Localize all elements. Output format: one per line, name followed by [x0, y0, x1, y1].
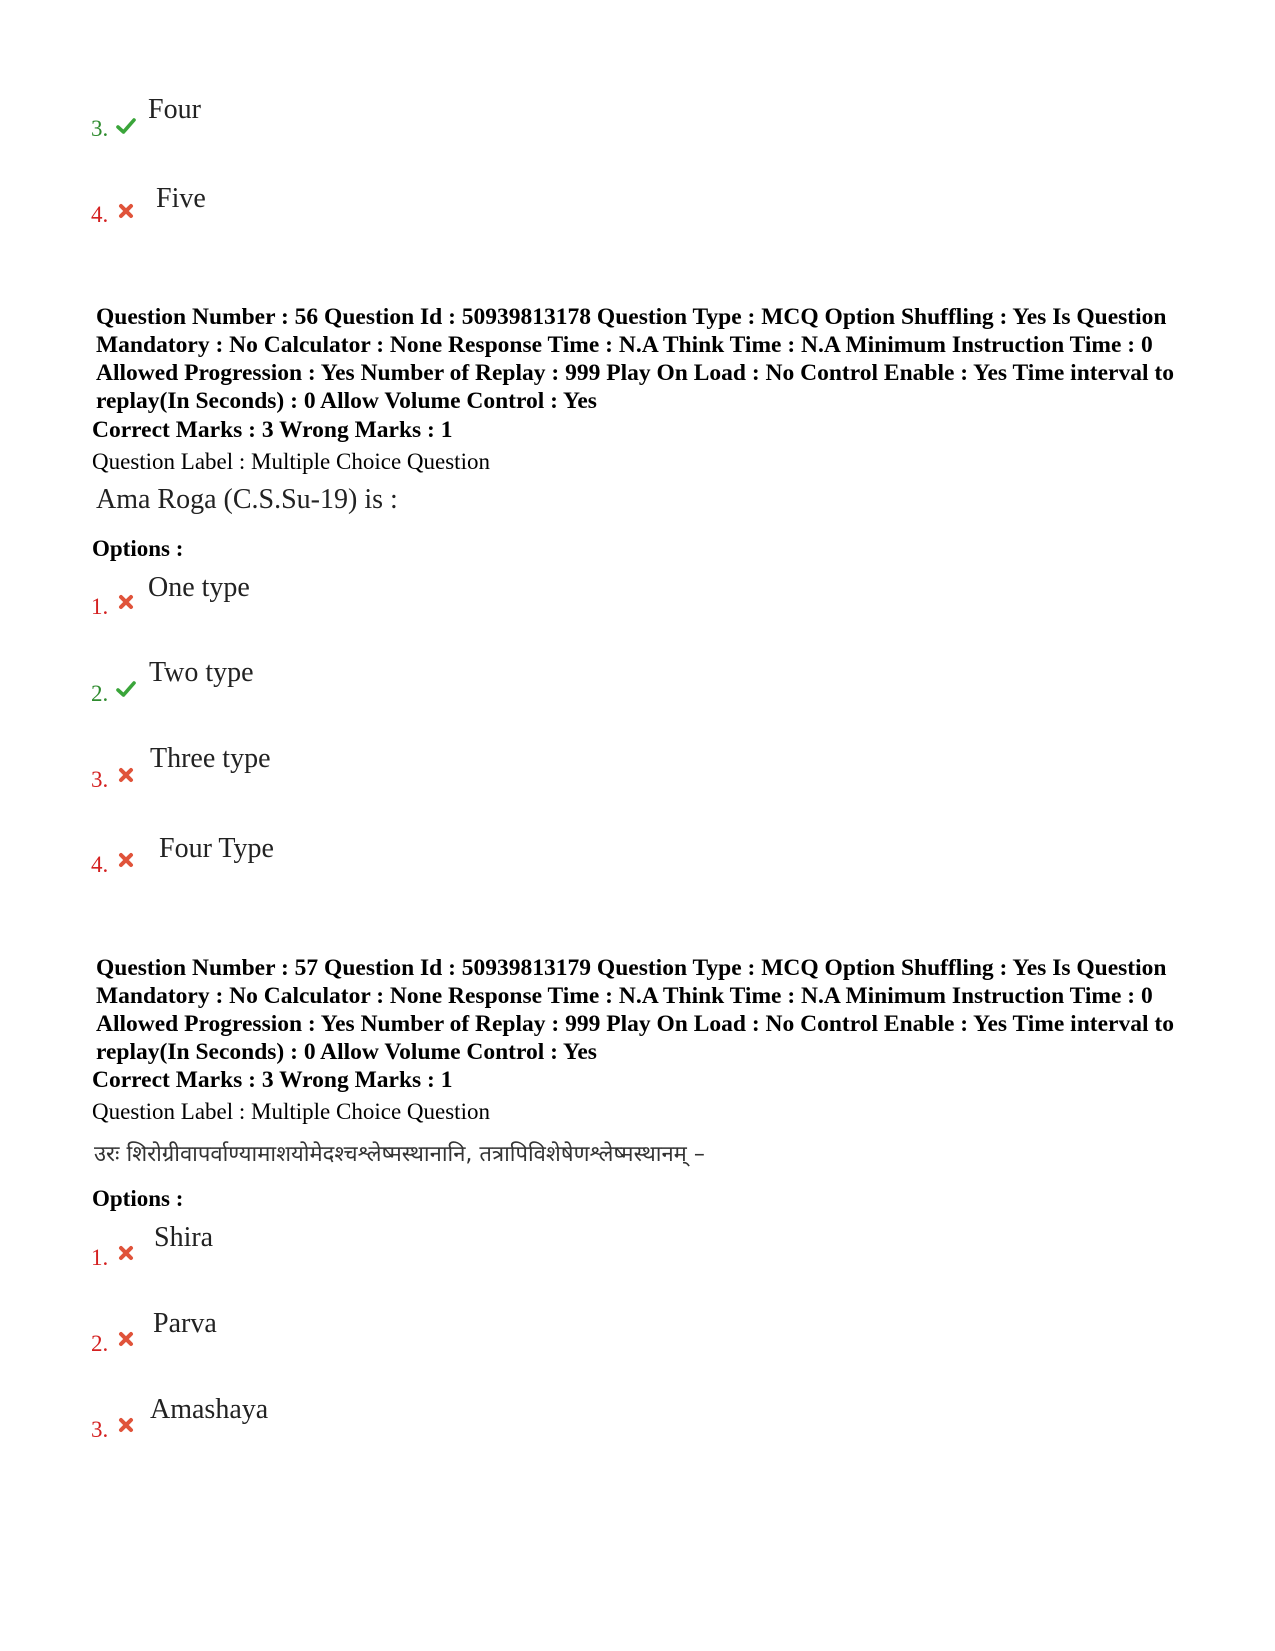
option-text: Four: [148, 94, 201, 125]
option-number: 3.: [91, 1417, 109, 1442]
option-number: 3.: [91, 116, 109, 141]
option-text: Two type: [149, 657, 254, 688]
option-text: One type: [148, 572, 250, 603]
question-label: Question Label : Multiple Choice Question: [92, 449, 490, 474]
question-marks: Correct Marks : 3 Wrong Marks : 1: [92, 417, 453, 443]
question-text: उरः शिरोग्रीवापर्वाण्यामाशयोमेदश्चश्लेष्मस्थानानि, तत्रापिविशेषेणश्लेष्मस्थानम् –: [94, 1142, 705, 1167]
question-header: Question Number : 56 Question Id : 50939813178 Question Type : MCQ Option Shuffling : Yes Is Question Mandatory : No Calculator : None Response Time : N.A Think Time : N.A Minimum Instruction Time : 0 Allowed Progression : Yes Number of Replay : 999 Play On Load : No Control Enable : Yes Time interval to replay(In Seconds) : 0 Allow Volume Control : Yes: [96, 304, 1174, 414]
cross-icon: [116, 1415, 136, 1435]
options-heading: Options :: [92, 536, 184, 561]
option-number: 2.: [91, 1331, 109, 1356]
option-number: 2.: [91, 681, 109, 706]
option-number: 4.: [91, 852, 109, 877]
cross-icon: [116, 592, 136, 612]
cross-icon: [116, 1243, 136, 1263]
cross-icon: [116, 850, 136, 870]
check-icon: [116, 116, 136, 136]
question-label: Question Label : Multiple Choice Question: [92, 1099, 490, 1124]
option-number: 1.: [91, 594, 109, 619]
option-number: 4.: [91, 202, 109, 227]
cross-icon: [116, 1329, 136, 1349]
option-number: 3.: [91, 767, 109, 792]
option-text: Parva: [153, 1308, 217, 1339]
check-icon: [116, 679, 136, 699]
option-text: Amashaya: [150, 1394, 269, 1425]
option-text: Five: [156, 183, 206, 214]
option-text: Four Type: [159, 833, 274, 864]
option-text: Three type: [150, 743, 271, 774]
option-text: Shira: [154, 1222, 214, 1253]
option-number: 1.: [91, 1245, 109, 1270]
question-text: Ama Roga (C.S.Su-19) is :: [96, 484, 398, 515]
question-header: Question Number : 57 Question Id : 50939813179 Question Type : MCQ Option Shuffling : Yes Is Question Mandatory : No Calculator : None Response Time : N.A Think Time : N.A Minimum Instruction Time : 0 Allowed Progression : Yes Number of Replay : 999 Play On Load : No Control Enable : Yes Time interval to replay(In Seconds) : 0 Allow Volume Control : Yes: [96, 955, 1174, 1065]
cross-icon: [116, 201, 136, 221]
question-marks: Correct Marks : 3 Wrong Marks : 1: [92, 1067, 453, 1093]
cross-icon: [116, 765, 136, 785]
options-heading: Options :: [92, 1186, 184, 1211]
